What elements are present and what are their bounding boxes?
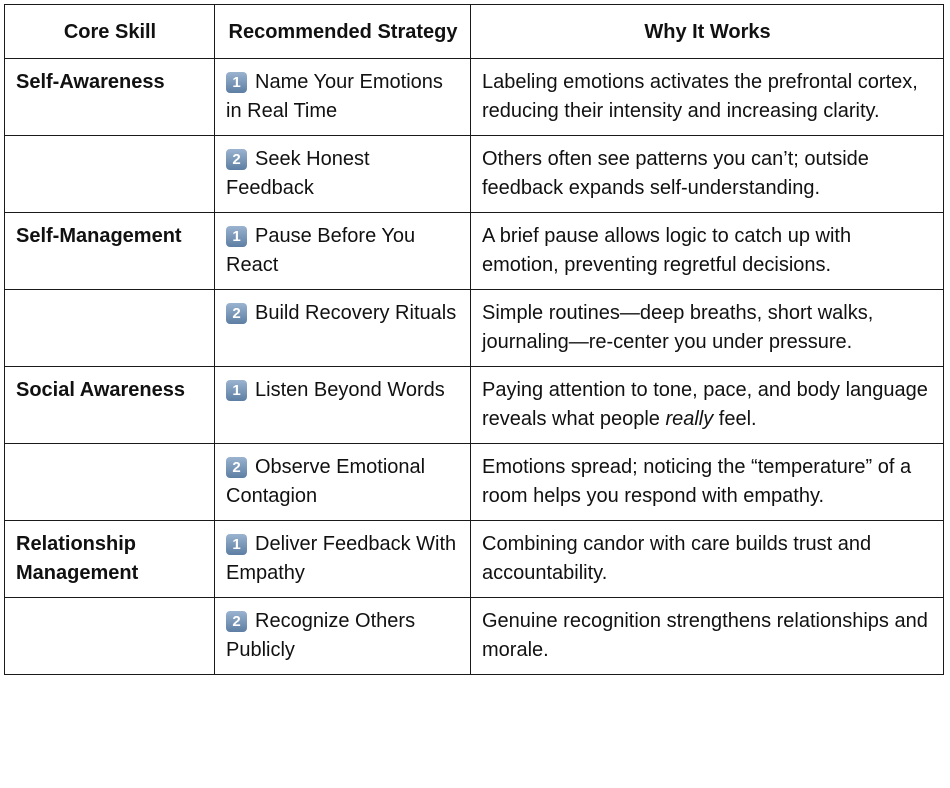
table-row: [5, 521, 944, 598]
strategy-cell: [215, 290, 471, 367]
why-cell: Labeling emotions activates the prefrontal cortex, reducing their intensity and increasing clarity.: [471, 59, 944, 136]
table-row: [5, 136, 944, 213]
table-row: [5, 444, 944, 521]
strategy-text: Observe Emotional Contagion: [226, 456, 426, 507]
skills-table: [4, 4, 944, 675]
strategy-text: Seek Honest Feedback: [226, 148, 370, 199]
strategy-cell: [215, 213, 471, 290]
strategy-text: Listen Beyond Words: [255, 379, 445, 401]
strategy-text: Recognize Others Publicly: [226, 610, 416, 661]
table-row: [5, 213, 944, 290]
why-cell: Emotions spread; noticing the “temperature” of a room helps you respond with empathy.: [471, 444, 944, 521]
why-cell: Others often see patterns you can’t; outside feedback expands self-understanding.: [471, 136, 944, 213]
keycap-number-icon: 2: [226, 149, 247, 170]
header-recommended-strategy: Recommended Strategy: [215, 5, 471, 59]
keycap-number-icon: 1: [226, 72, 247, 93]
strategy-text: Pause Before You React: [226, 225, 416, 276]
header-why-it-works: Why It Works: [471, 5, 944, 59]
strategy-text: Name Your Emotions in Real Time: [226, 71, 443, 122]
strategy-cell: [215, 136, 471, 213]
core-skill-cell: Social Awareness: [5, 367, 215, 444]
core-skill-cell: [5, 136, 215, 213]
table-row: [5, 598, 944, 675]
header-core-skill: Core Skill: [5, 5, 215, 59]
core-skill-cell: Self-Awareness: [5, 59, 215, 136]
core-skill-cell: Self-Management: [5, 213, 215, 290]
why-cell: Simple routines—deep breaths, short walks, journaling—re-center you under pressure.: [471, 290, 944, 367]
core-skill-cell: [5, 598, 215, 675]
table-row: [5, 290, 944, 367]
keycap-number-icon: 1: [226, 226, 247, 247]
table-row: [5, 59, 944, 136]
table-header-row: [5, 5, 944, 59]
core-skill-cell: [5, 444, 215, 521]
strategy-cell: [215, 444, 471, 521]
keycap-number-icon: 2: [226, 457, 247, 478]
strategy-cell: [215, 521, 471, 598]
keycap-number-icon: 1: [226, 380, 247, 401]
strategy-cell: [215, 367, 471, 444]
strategy-text: Build Recovery Rituals: [255, 302, 457, 324]
strategy-text: Deliver Feedback With Empathy: [226, 533, 457, 584]
keycap-number-icon: 2: [226, 303, 247, 324]
why-cell: Combining candor with care builds trust and accountability.: [471, 521, 944, 598]
strategy-cell: [215, 59, 471, 136]
core-skill-cell: [5, 290, 215, 367]
why-cell: A brief pause allows logic to catch up with emotion, preventing regretful decisions.: [471, 213, 944, 290]
why-text: Paying attention to tone, pace, and body language reveals what people: [482, 379, 928, 430]
skills-table-container: [4, 4, 944, 675]
strategy-cell: [215, 598, 471, 675]
why-text-end: feel.: [713, 408, 757, 430]
why-cell: [471, 367, 944, 444]
why-cell: Genuine recognition strengthens relationships and morale.: [471, 598, 944, 675]
keycap-number-icon: 1: [226, 534, 247, 555]
core-skill-cell: Relationship Management: [5, 521, 215, 598]
why-emphasis: really: [665, 408, 714, 430]
table-row: [5, 367, 944, 444]
keycap-number-icon: 2: [226, 611, 247, 632]
